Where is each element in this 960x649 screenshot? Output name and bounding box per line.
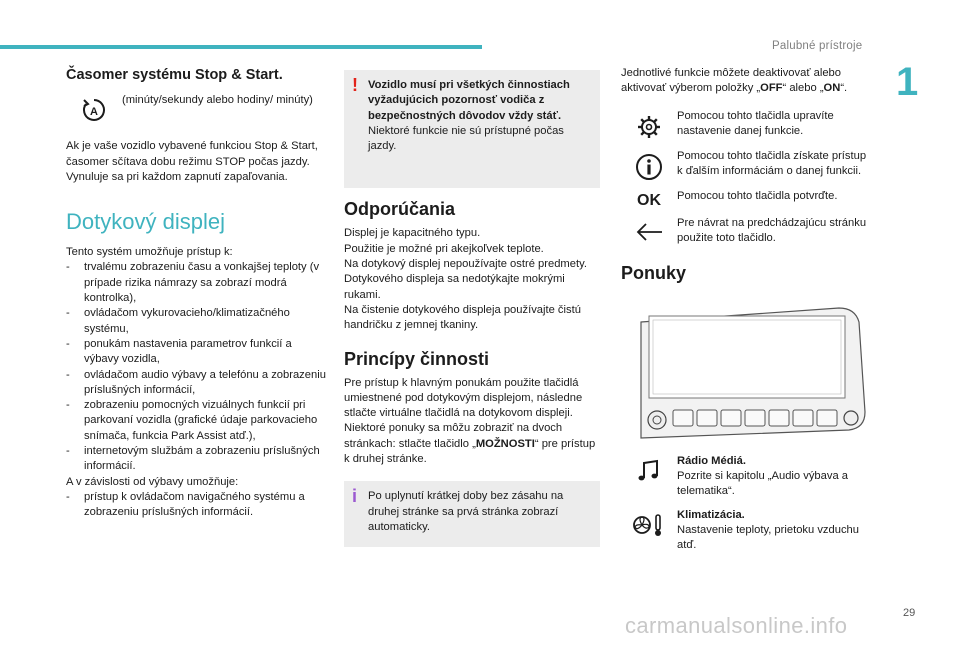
header-accent-bar: [0, 45, 482, 49]
info-box: [344, 481, 600, 547]
list-item: - internetovým službám a zobrazeniu príslušných informácií.: [66, 444, 328, 475]
deactivate-paragraph: [621, 66, 871, 97]
advice-line: Na dotykový displej nepoužívajte ostré predmety.: [344, 258, 587, 271]
music-note-icon: [636, 458, 662, 484]
advice-line: Displej je kapacitného typu.: [344, 227, 481, 240]
warning-bold-text: Vozidlo musí pri všetkých činnostiach vyžadujúcich pozornosť vodiča z bezpečnostných dôvodov vždy stáť.: [368, 79, 570, 122]
settings-button-text: Pomocou tohto tlačidla upravíte nastavenie danej funkcie.: [677, 109, 834, 137]
radio-media-title: Rádio Médiá.: [677, 454, 746, 467]
info-button-row: [621, 149, 871, 181]
chapter-number: 1: [896, 60, 919, 104]
list-item: - prístup k ovládačom navigačného systému a zobrazeniu príslušných informácií.: [66, 490, 328, 521]
touchscreen-title: Dotykový displej: [66, 209, 225, 235]
principles-text-a: Niektoré ponuky sa môžu zobraziť na dvoch stránkach: stlačte tlačidlo „: [344, 422, 563, 450]
svg-text:A: A: [90, 106, 98, 119]
off-keyword: OFF: [760, 82, 783, 95]
info-text: Po uplynutí krátkej doby bez zásahu na druhej stránke sa prvá stránka zobrazí automaticky.: [368, 490, 564, 533]
warning-exclamation-icon: !: [352, 75, 358, 95]
list-item: - ovládačom audio výbavy a telefónu a zobrazeniu príslušných informácií,: [66, 368, 328, 399]
warning-box: [344, 70, 600, 188]
timer-icon-text: (minúty/sekundy alebo hodiny/ minúty): [122, 94, 313, 107]
radio-media-row: [621, 454, 871, 500]
page-number: 29: [903, 607, 916, 619]
timer-paragraph-1: Ak je vaše vozidlo vybavené funkciou Stop & Start, časomer sčítava dobu režimu STOP počas jazdy.: [66, 140, 318, 168]
principles-text-c: “ pre prístup k druhej stránke.: [344, 437, 596, 466]
menus-title: Ponuky: [621, 263, 687, 284]
deactivate-text-a: Jednotlivé funkcie môžete deaktivovať alebo aktivovať výberom položky „: [621, 67, 841, 95]
back-button-text: Pre návrat na predchádzajúcu stránku použite toto tlačidlo.: [677, 216, 867, 245]
info-i-icon: i: [352, 486, 358, 507]
settings-button-row: [621, 109, 871, 141]
ok-button-text: Pomocou tohto tlačidla potvrďte.: [677, 189, 838, 202]
column-middle: [344, 70, 600, 547]
timer-a-icon: [81, 97, 107, 123]
touchscreen-dependent: A v závislosti od výbavy umožňuje:: [66, 475, 239, 488]
advice-title: Odporúčania: [344, 199, 456, 220]
timer-paragraph-2: Vynuluje sa pri každom zapnutí zapaľovania.: [66, 170, 288, 183]
touchscreen-illustration: [629, 302, 871, 447]
advice-line: Dotykového displeja sa nedotýkajte mokrými rukami.: [344, 273, 565, 301]
warning-text: Niektoré funkcie nie sú prístupné počas jazdy.: [368, 124, 564, 153]
touchscreen-dependent-list: [66, 490, 328, 521]
list-item: - ponukám nastavenia parametrov funkcií a výbavy vozidla,: [66, 337, 328, 368]
touchscreen-intro: Tento systém umožňuje prístup k:: [66, 246, 233, 259]
column-right: [621, 66, 871, 562]
climate-row: [621, 508, 871, 554]
timer-title: Časomer systému Stop & Start.: [66, 67, 283, 83]
column-left: [66, 68, 328, 521]
climate-text: Nastavenie teploty, prietoku vzduchu atď.: [677, 523, 860, 552]
list-item: - trvalému zobrazeniu času a vonkajšej teploty (v prípade rizika námrazy sa zobrazí modrá kontrolka),: [66, 260, 328, 306]
timer-icon-row: [66, 93, 328, 123]
back-button-row: [621, 216, 871, 247]
site-watermark: carmanualsonline.info: [625, 613, 848, 638]
ok-button-row: [621, 189, 871, 208]
principles-title: Princípy činnosti: [344, 348, 490, 369]
page-header-title: Palubné prístroje: [772, 40, 863, 52]
on-keyword: ON: [823, 82, 841, 95]
info-button-text: Pomocou tohto tlačidla získate prístup k ďalším informáciám o danej funkcii.: [677, 149, 867, 177]
radio-media-text: Pozrite si kapitolu „Audio výbava a telematika“.: [677, 470, 849, 498]
touchscreen-list: [66, 260, 328, 474]
advice-line: Na čistenie dotykového displeja používajte čistú handričku z jemnej tkaniny.: [344, 303, 581, 332]
deactivate-text-mid: “ alebo „: [782, 82, 824, 95]
settings-gear-icon: [635, 113, 663, 141]
advice-line: Použitie je možné pri akejkoľvek teplote.: [344, 242, 544, 255]
climate-fan-thermometer-icon: [632, 512, 666, 538]
list-item: - zobrazeniu pomocných vizuálnych funkcií pri parkovaní vozidla (grafické údaje parkovacieho snímača, funkcia Park Assist atď.),: [66, 398, 328, 444]
climate-title: Klimatizácia.: [677, 508, 745, 521]
touchscreen-display-illustration: [629, 302, 869, 442]
ok-icon: OK: [637, 191, 661, 209]
principles-paragraph-2: [344, 421, 600, 467]
principles-paragraph-1: Pre prístup k hlavným ponukám použite tlačidlá umiestnené pod dotykovým displejom, následne stlačte virtuálne tlačidlá na dotykovom displeji.: [344, 376, 583, 420]
deactivate-text-end: “.: [840, 82, 848, 95]
options-keyword: MOŽNOSTI: [475, 437, 535, 450]
info-circle-icon: [635, 153, 663, 181]
back-arrow-icon: [634, 220, 664, 244]
list-item: - ovládačom vykurovacieho/klimatizačného systému,: [66, 306, 328, 337]
